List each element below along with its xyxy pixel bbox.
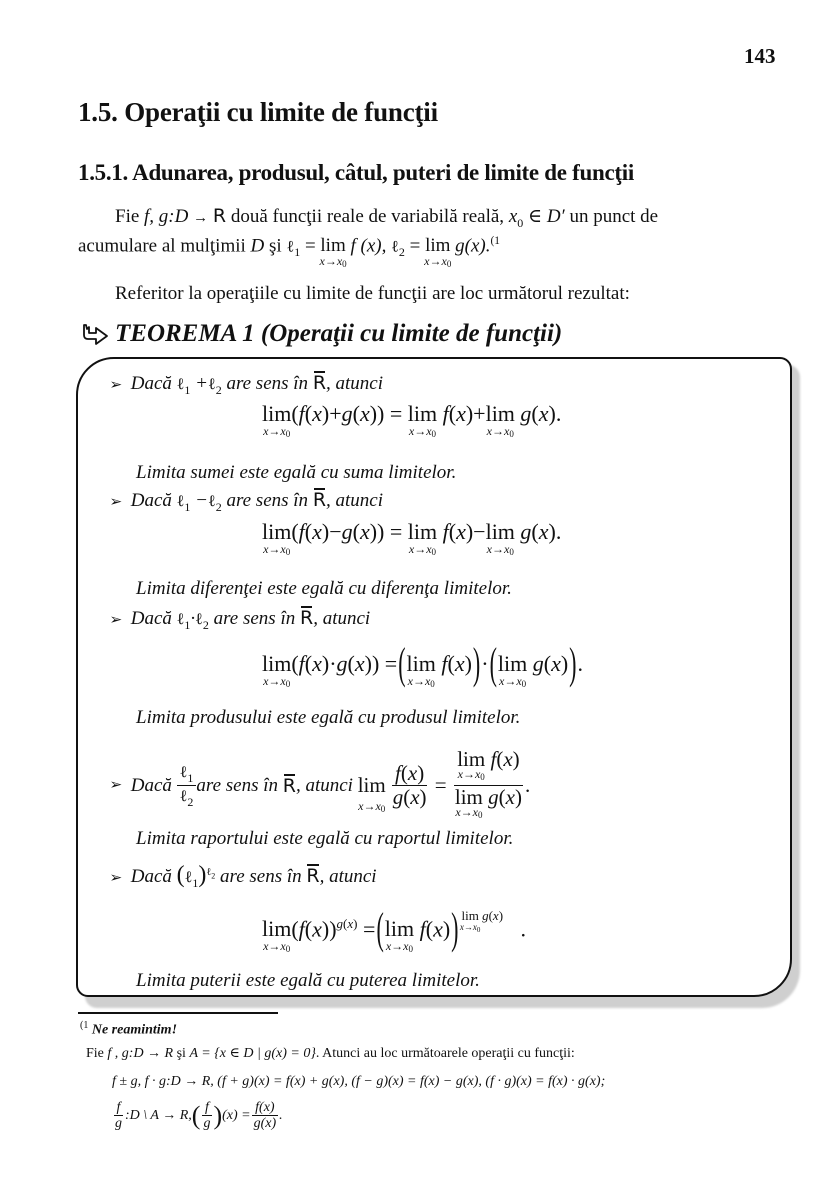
frac-num: f: [114, 1100, 124, 1116]
theorem-item-5-condition: ➢ Dacă (ℓ$_1$)$^{\ell_2}$ are sens în R, atunci: [109, 862, 377, 890]
footnote-rule: [78, 1012, 278, 1014]
theorem-item-3-condition: ➢ Dacă ℓ$_1$·ℓ$_2$ are sens în R, atunci: [109, 607, 371, 632]
lim-word: lim: [407, 519, 438, 544]
math-d: D: [250, 235, 265, 257]
math-fg: f, g:D: [144, 206, 189, 227]
text: Dacă: [130, 774, 172, 796]
hand-arrow-icon: [80, 323, 110, 349]
text: acumulare al mulţimii: [78, 235, 251, 257]
lim-sub-zero: 0: [509, 547, 514, 557]
lim-word: lim: [485, 401, 515, 426]
lim-sub-text: x→x: [424, 254, 447, 269]
theorem-item-1-formula: lim $x\to x_0$ (f(x)+g(x)) = lim $x\to x_0$ f(x)+lim $x\to x_0$ g(x).: [262, 401, 562, 439]
text: şi: [173, 1046, 190, 1061]
frac-num: f: [202, 1100, 212, 1116]
lim-sub-text: x→x: [358, 799, 381, 814]
ell-symbol: ℓ: [286, 236, 295, 256]
arrowhead-bullet-icon: ➢: [109, 871, 123, 886]
arrowhead-bullet-icon: ➢: [109, 378, 123, 393]
limit-subscript: [320, 254, 347, 269]
theorem-item-3-conclusion: Limita produsului este egală cu produsul limitelor.: [136, 707, 521, 728]
equals: =: [300, 235, 321, 257]
text: atunci: [317, 608, 371, 629]
lim-word: lim: [425, 235, 451, 257]
text: şi: [264, 235, 287, 257]
text: două funcţii reale de variabilă reală,: [226, 206, 509, 227]
lim-word: lim: [262, 651, 292, 676]
footnote-line-3: $\frac{f}{g}$ :D \ A → R, ( $\frac{f}{g}$ ) (x) = $\frac{f(x)}{g(x)}$ .: [112, 1100, 283, 1132]
lim-sub-zero: 0: [431, 547, 437, 557]
text: un punct de: [564, 206, 659, 227]
frac-den: g: [115, 1116, 122, 1132]
lim-sub-zero: 0: [285, 429, 291, 439]
text: Dacă: [130, 608, 177, 629]
intro-line-1: [115, 205, 658, 231]
footnote-title: Ne reamintim!: [91, 1022, 178, 1038]
subscript: 1: [294, 245, 301, 260]
footnote-line-2: f ± g, f · g:D → R, (f + g)(x) = f(x) + g(x), (f − g)(x) = f(x) − g(x), (f · g)(x) = f(x) · g(x);: [112, 1074, 606, 1089]
arrowhead-bullet-icon: ➢: [109, 613, 123, 628]
lim-sub-text: x→x: [486, 424, 510, 438]
theorem-item-5-conclusion: Limita puterii este egală cu puterea limitelor.: [136, 970, 480, 991]
lim-word: lim: [320, 235, 346, 257]
text: Dacă: [130, 866, 177, 887]
extended-real-set-symbol: R: [312, 372, 327, 394]
lim-sub-zero: 0: [509, 429, 514, 439]
theorem-item-4-condition: ➢ Dacă $\frac{\ell_1}{\ell_2}$ are sens în R , atunci lim $x\to x_0$ $\frac{f(x)}{g(x)}$ = lim $x\to x_0$ f(x) lim $x\to x_0$ g(x) .: [110, 748, 530, 823]
subscript: 2: [398, 245, 405, 260]
lim-sub-zero: 0: [480, 772, 485, 783]
lim-sub-text: x→x: [408, 424, 432, 438]
lim-sub-text: x→x: [263, 939, 286, 954]
theorem-item-4-conclusion: Limita raportului este egală cu raportul limitelor.: [136, 828, 514, 849]
limit-subscript: [424, 254, 451, 269]
lim-sub-zero: 0: [446, 259, 452, 270]
lim-word: lim: [357, 773, 386, 798]
text: are sens în: [215, 866, 307, 887]
lim-sub-text: x→x: [385, 939, 409, 954]
math-in-d-prime: ∈ D′: [523, 206, 565, 227]
lim-sub-zero: 0: [285, 547, 291, 557]
lim-sub-zero: 0: [285, 944, 291, 955]
lim-sub-text: x→x: [499, 674, 522, 688]
lim-sub-text: x→x: [486, 542, 510, 556]
lim-sub-zero: 0: [285, 679, 291, 689]
lim-sub-zero: 0: [477, 810, 483, 821]
lim-sub-text: x→x: [457, 767, 481, 782]
text: atunci: [305, 774, 353, 796]
equals: =: [404, 235, 426, 257]
lim-sub-zero: 0: [476, 926, 481, 935]
extended-real-set-symbol: R: [299, 607, 314, 629]
lim-sub-zero: 0: [431, 429, 437, 439]
lim-sub-zero: 0: [430, 679, 435, 689]
lim-word: lim: [406, 651, 436, 676]
theorem-title: TEOREMA 1 (Operaţii cu limite de funcţii): [115, 320, 563, 347]
extended-real-set-symbol: R: [312, 489, 327, 511]
theorem-item-1-conclusion: Limita sumei este egală cu suma limitelor.: [136, 462, 457, 483]
text: atunci: [324, 866, 377, 887]
lim-word: lim: [457, 747, 486, 771]
arrowhead-bullet-icon: ➢: [109, 778, 123, 794]
theorem-item-3-formula: lim $x\to x_0$ (f(x)·g(x)) =(lim $x\to x_0$ f(x))·(lim $x\to x_0$ g(x)).: [262, 638, 583, 689]
text: :D \ A → R,: [125, 1107, 192, 1123]
lim-word: lim: [485, 519, 515, 544]
text: Fie: [86, 1046, 108, 1061]
math-set-a: A = {x ∈ D | g(x) = 0}: [189, 1046, 316, 1061]
theorem-item-2-conclusion: Limita diferenţei este egală cu diferenţa limitelor.: [136, 578, 512, 599]
lim-word: lim: [454, 785, 483, 810]
footnote-mark: (1: [80, 1020, 89, 1031]
section-title: 1.5. Operaţii cu limite de funcţii: [78, 97, 438, 127]
math-fg-map: f , g:D → R: [107, 1046, 174, 1061]
ell-symbol: ℓ: [391, 236, 399, 256]
theorem-item-5-formula: lim $x\to x_0$ $(f(x))^{g(x)} =(\lim$ $x\to x_0$ f(x)) lim $x\to x_0$ g(x) .: [262, 903, 526, 955]
text: . Atunci au loc următoarele operaţii cu funcţii:: [315, 1046, 575, 1061]
subsection-title: 1.5.1. Adunarea, produsul, câtul, puteri de limite de funcţii: [78, 160, 634, 185]
text: are sens în: [221, 490, 313, 511]
real-set-symbol: R: [212, 205, 227, 227]
theorem-item-2-condition: ➢ Dacă ℓ$_1$ −ℓ$_2$ are sens în R, atunci: [109, 489, 384, 514]
arrowhead-bullet-icon: ➢: [109, 495, 123, 510]
math-x0: x: [508, 206, 518, 227]
lim-word: lim: [262, 519, 292, 544]
extended-real-set-symbol: R: [306, 865, 320, 887]
lim-word: lim: [262, 401, 292, 426]
frac-num: f(x): [252, 1100, 277, 1116]
lim-sub-text: x→x: [455, 805, 478, 820]
intro-line-3: Referitor la operaţiile cu limite de funcţii are loc următorul rezultat:: [115, 283, 630, 304]
text: Fie: [115, 206, 145, 227]
lim-sub-text: x→x: [408, 542, 432, 556]
text: atunci: [330, 373, 384, 394]
lim-sub-zero: 0: [521, 679, 527, 689]
subscript: 0: [517, 215, 524, 230]
frac-den: g: [203, 1116, 211, 1132]
math-gx: g(x).: [450, 235, 491, 257]
footnote-heading: [80, 1020, 177, 1039]
lim-word: lim: [461, 908, 479, 924]
lim-sub-text: x→x: [263, 542, 286, 556]
lim-sub-text: x→x: [263, 424, 286, 438]
text: atunci: [330, 490, 384, 511]
lim-word: lim: [407, 401, 438, 426]
lim-word: lim: [384, 916, 415, 942]
footnote-reference[interactable]: (1: [490, 235, 501, 247]
lim-sub-zero: 0: [408, 944, 414, 955]
frac-den: g(x): [253, 1116, 277, 1132]
text: Dacă: [130, 490, 177, 511]
text: are sens în: [196, 774, 278, 796]
arrow-symbol: →: [193, 210, 209, 226]
math-fx: f (x),: [345, 235, 392, 257]
lim-sub-text: x→x: [459, 922, 477, 933]
page-number: 143: [744, 44, 776, 68]
footnote-line-1: [86, 1045, 575, 1062]
theorem-item-4-formula: lim $x\to x_0$ $\frac{f(x)}{g(x)}$ = lim $x\to x_0$ f(x) lim $x\to x_0$ g(x) .: [357, 747, 531, 821]
lim-sub-zero: 0: [342, 259, 347, 270]
text: are sens în: [208, 608, 300, 629]
theorem-item-1-condition: ➢ Dacă ℓ$_1$ +ℓ$_2$ are sens în R, atunci: [109, 372, 384, 397]
lim-word: lim: [262, 916, 292, 942]
lim-sub-zero: 0: [380, 804, 386, 815]
lim-sub-text: x→x: [407, 674, 431, 688]
theorem-item-2-formula: lim $x\to x_0$ (f(x)−g(x)) = lim $x\to x_0$ f(x)−lim $x\to x_0$ g(x).: [262, 519, 562, 557]
lim-sub-text: x→x: [263, 674, 286, 688]
lim-sub-text: x→x: [319, 254, 343, 269]
text: (x) =: [222, 1107, 251, 1123]
lim-word: lim: [497, 651, 528, 676]
text: Dacă: [130, 373, 177, 394]
extended-real-set-symbol: R: [282, 774, 296, 797]
text: are sens în: [221, 373, 313, 394]
